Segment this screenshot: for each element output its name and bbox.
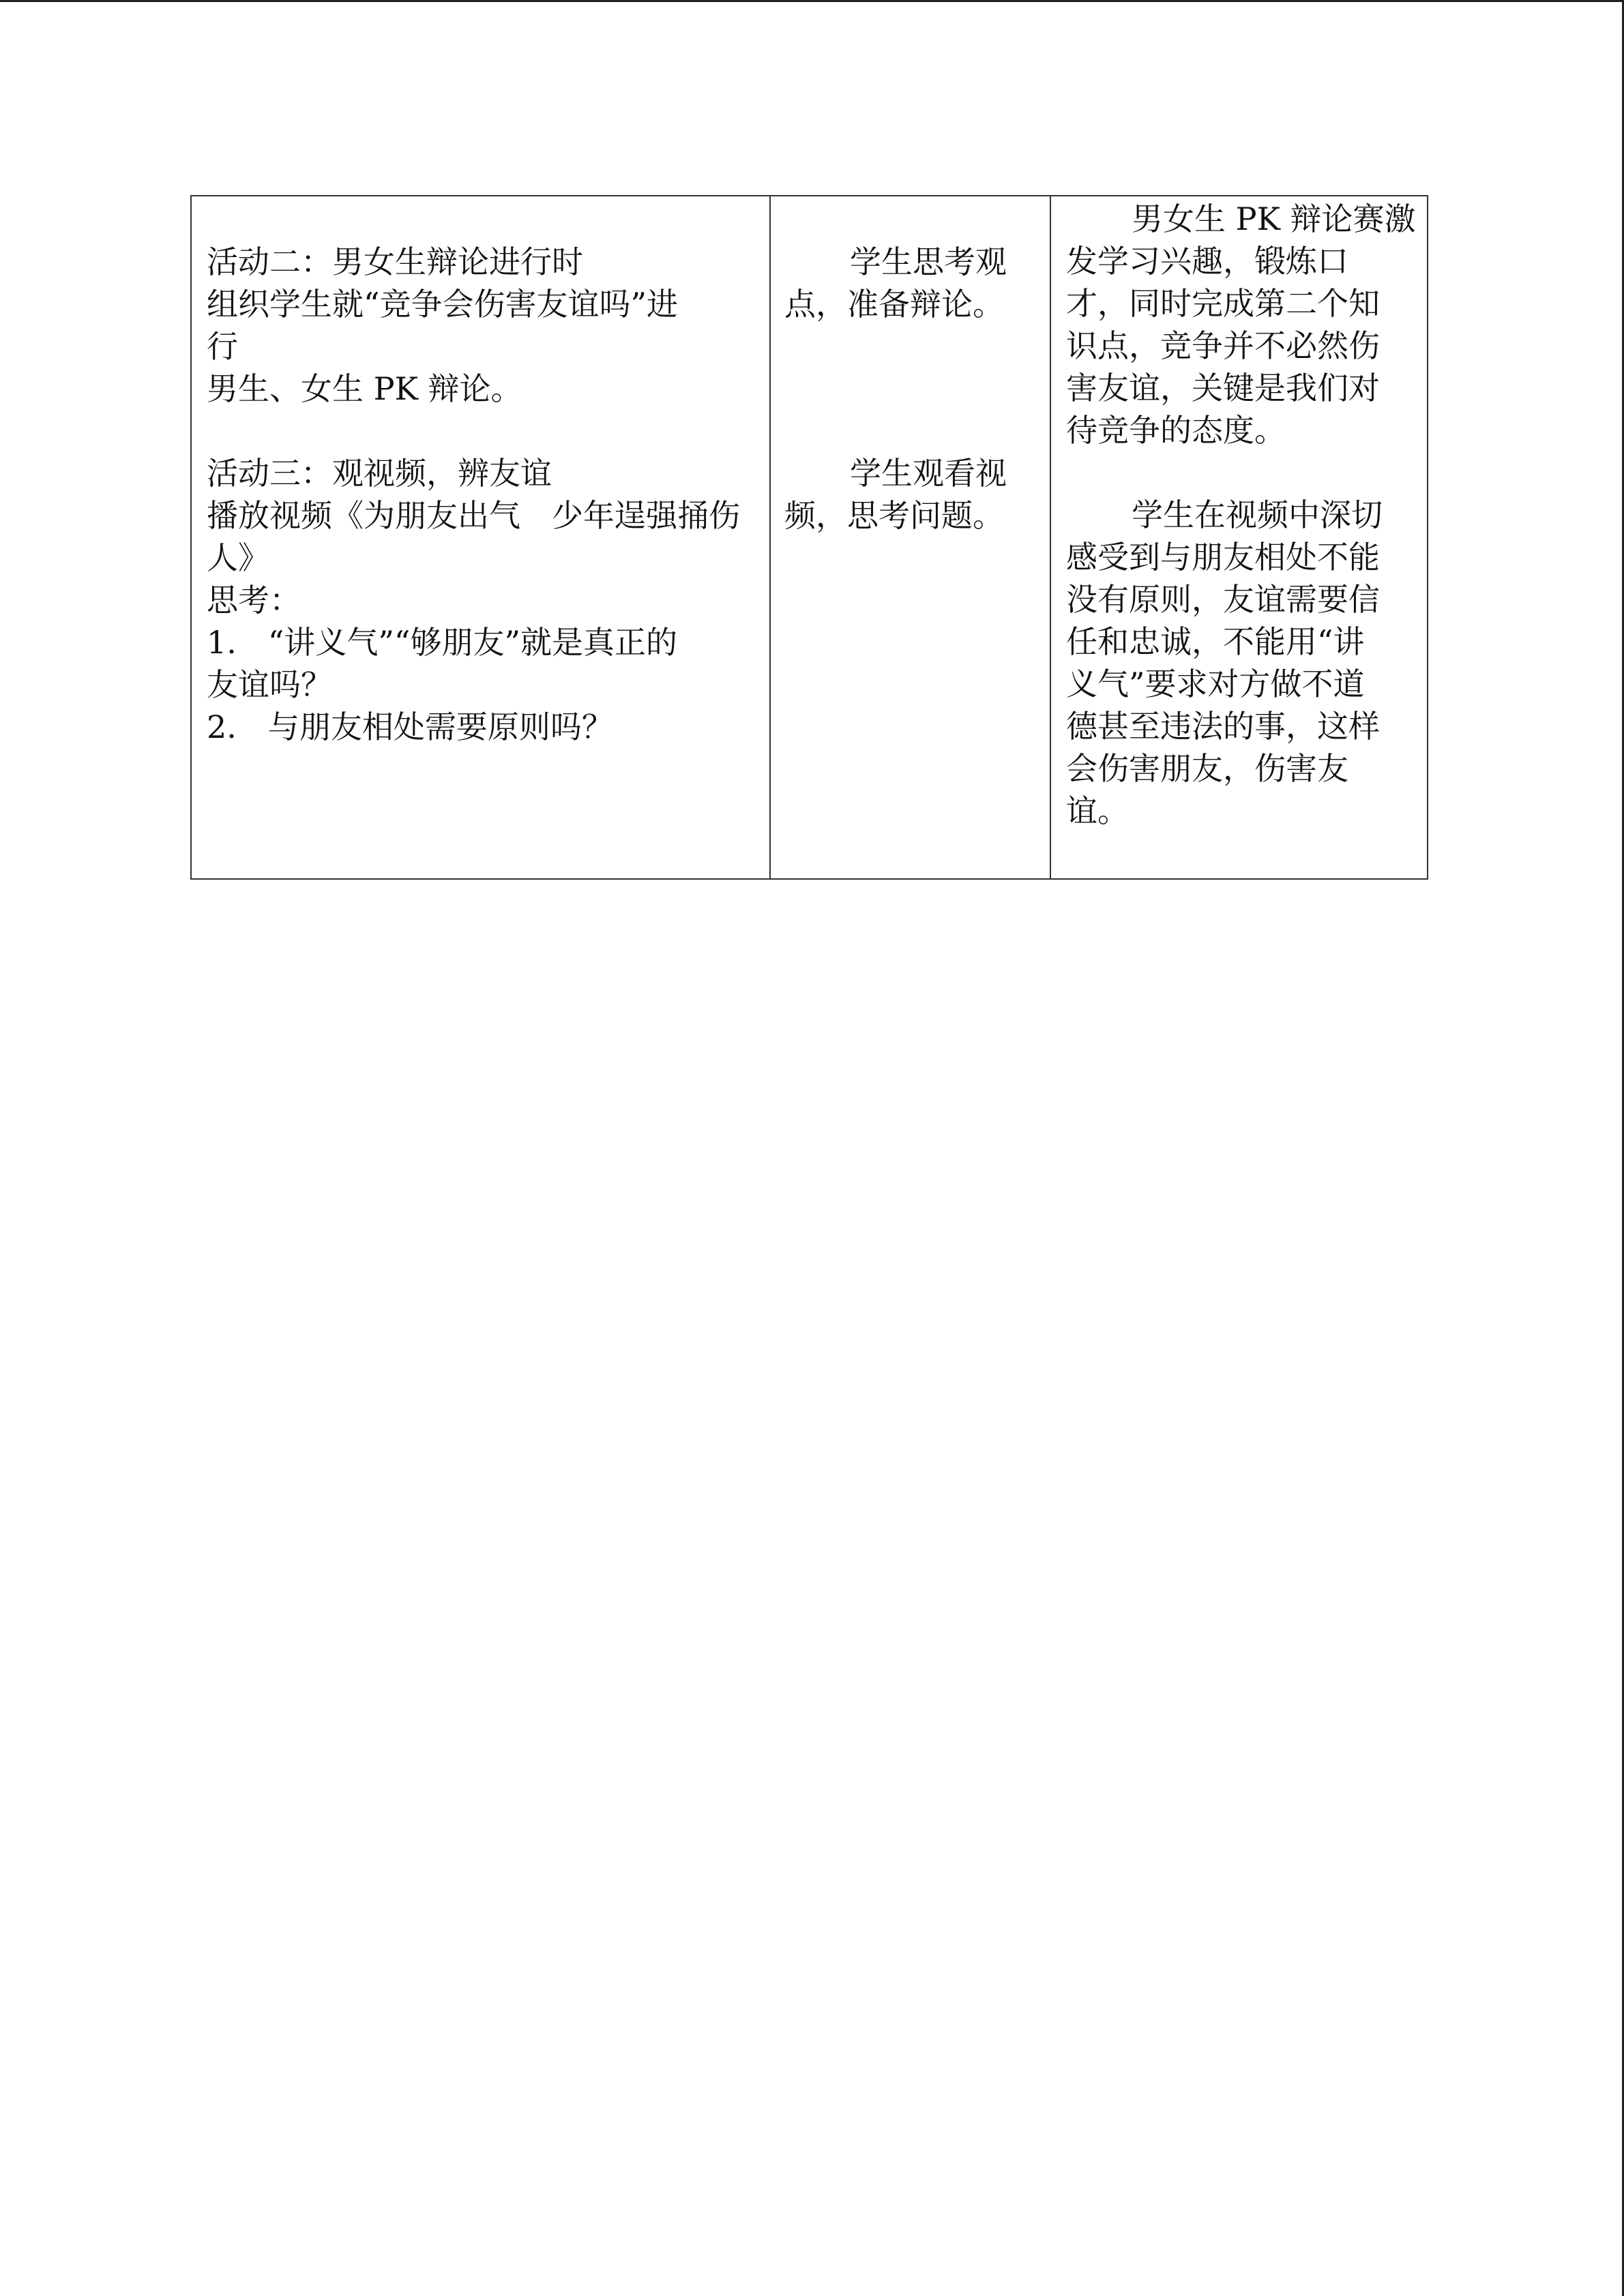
activity-two-text: 行 [207, 328, 238, 365]
page-top-border [0, 0, 1624, 2]
intent-debate-text: 害友谊，关键是我们对 [1066, 370, 1380, 406]
intent-video-text: 学生在视频中深切 [1132, 496, 1383, 533]
student-video-text: 频，思考问题。 [784, 497, 1004, 534]
blank-line [207, 410, 758, 452]
student-debate-text: 点，准备辩论。 [784, 286, 1004, 323]
intent-debate-text: 待竞争的态度。 [1066, 412, 1286, 449]
intent-debate-text: 识点，竞争并不必然伤 [1066, 327, 1380, 364]
activity-three-title: 活动三：观视频，辨友谊 [207, 455, 552, 492]
student-debate-text: 学生思考观 [850, 243, 1007, 280]
intent-video-text: 义气”要求对方做不道 [1066, 666, 1365, 702]
blank-space [784, 325, 1040, 452]
activity-two-text: 男生、女生 PK 辩论。 [207, 370, 522, 407]
activity-three-text: 人》 [207, 539, 269, 576]
teacher-activity-cell [192, 196, 771, 878]
intent-video-text: 会伤害朋友，伤害友 [1066, 750, 1348, 787]
question-one: 友谊吗？ [207, 666, 332, 703]
student-video-text: 学生观看视 [850, 455, 1007, 492]
intent-video-text: 谊。 [1066, 792, 1129, 829]
intent-debate-text: 男女生 PK 辩论赛激 [1132, 200, 1416, 237]
think-label: 思考： [207, 582, 301, 618]
lesson-plan-table [190, 195, 1428, 880]
question-one: 1. “讲义气”“够朋友”就是真正的 [207, 624, 677, 661]
design-intent-cell [1051, 196, 1427, 878]
intent-debate-text: 才，同时完成第二个知 [1066, 285, 1380, 322]
intent-video-text: 任和忠诚，不能用“讲 [1066, 623, 1365, 660]
intent-video-text: 感受到与朋友相处不能 [1066, 539, 1380, 576]
intent-debate-text: 发学习兴趣，锻炼口 [1066, 243, 1348, 280]
student-activity-cell [771, 196, 1051, 878]
intent-video-text: 德甚至违法的事，这样 [1066, 708, 1380, 745]
intent-video-text: 没有原则，友谊需要信 [1066, 581, 1380, 618]
blank-space [1066, 451, 1417, 494]
activity-two-title: 活动二：男女生辩论进行时 [207, 243, 583, 280]
activity-three-text: 播放视频《为朋友出气 少年逞强捅伤 [207, 497, 740, 534]
activity-two-text: 组织学生就“竞争会伤害友谊吗”进 [207, 286, 679, 323]
question-two: 2. 与朋友相处需要原则吗？ [207, 709, 613, 745]
